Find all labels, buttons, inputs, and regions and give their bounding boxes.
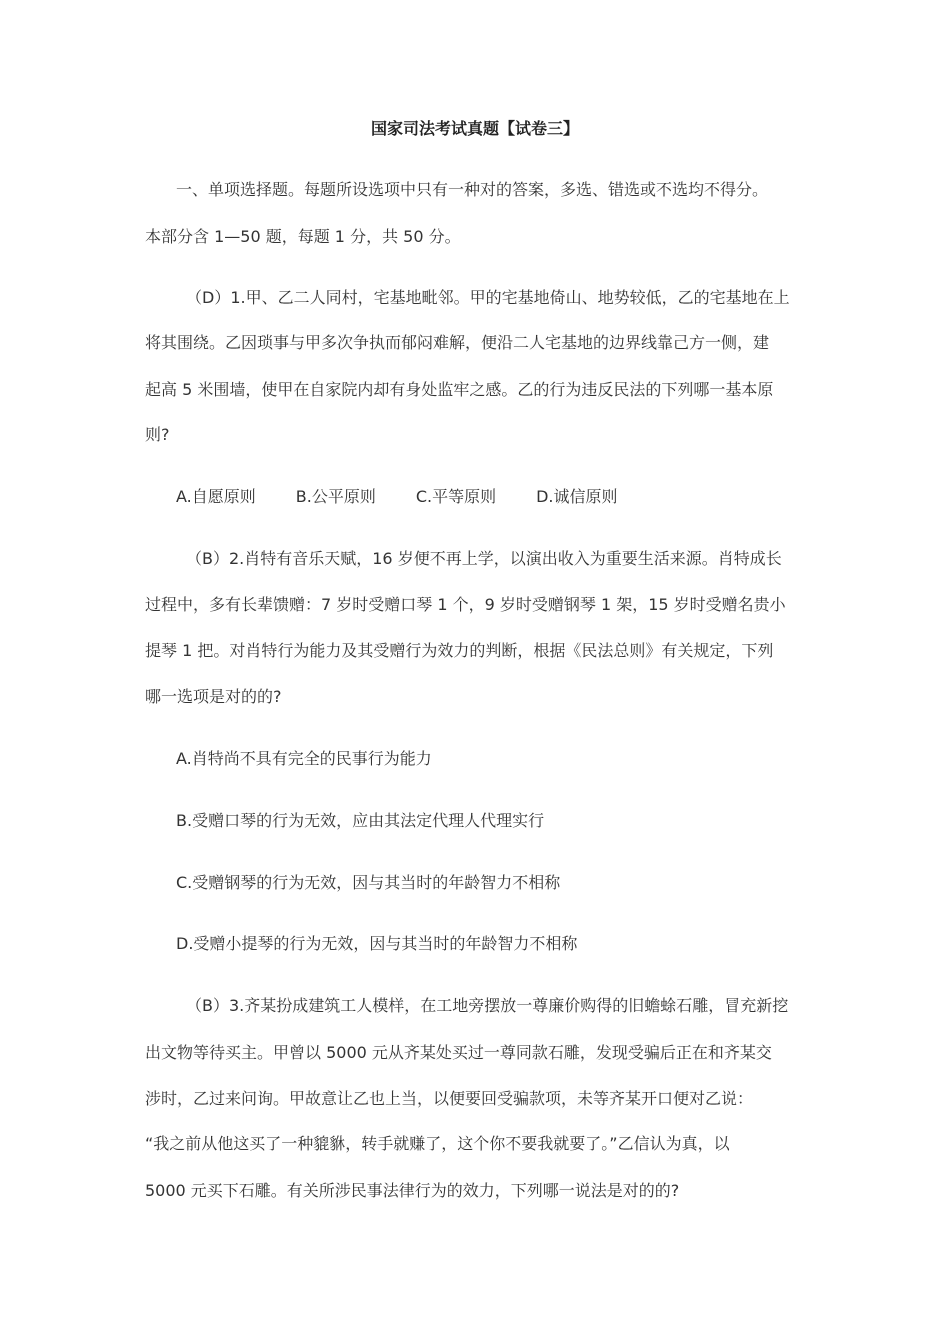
q3-line-4: “我之前从他这买了一种貔貅，转手就赚了，这个你不要我就要了。”乙信认为真，以 bbox=[145, 1134, 730, 1153]
document-title: 国家司法考试真题【试卷三】 bbox=[370, 119, 579, 138]
q1-option-d: D.诚信原则 bbox=[536, 487, 618, 506]
section-intro-line-2: 本部分含 1—50 题，每题 1 分，共 50 分。 bbox=[145, 227, 461, 246]
q1-line-1: （D）1.甲、乙二人同村，宅基地毗邻。甲的宅基地倚山、地势较低，乙的宅基地在上 bbox=[186, 288, 790, 307]
q2-option-b: B.受赠口琴的行为无效，应由其法定代理人代理实行 bbox=[176, 811, 545, 830]
q3-line-3: 涉时，乙过来问询。甲故意让乙也上当，以便要回受骗款项，未等齐某开口便对乙说： bbox=[145, 1089, 754, 1108]
q2-option-a: A.肖特尚不具有完全的民事行为能力 bbox=[176, 749, 432, 768]
q2-line-3: 提琴 1 把。对肖特行为能力及其受赠行为效力的判断，根据《民法总则》有关规定，下列 bbox=[145, 641, 774, 660]
q1-option-b: B.公平原则 bbox=[295, 487, 376, 506]
q3-line-2: 出文物等待买主。甲曾以 5000 元从齐某处买过一尊同款石雕，发现受骗后正在和齐某交 bbox=[145, 1043, 772, 1062]
q1-line-4: 则? bbox=[145, 425, 170, 444]
q2-line-1: （B）2.肖特有音乐天赋，16 岁便不再上学，以演出收入为重要生活来源。肖特成长 bbox=[186, 549, 782, 568]
q1-option-a: A.自愿原则 bbox=[176, 487, 256, 506]
q2-line-2: 过程中，多有长辈馈赠：7 岁时受赠口琴 1 个，9 岁时受赠钢琴 1 架，15 岁时受赠名贵小 bbox=[145, 595, 786, 614]
q2-option-d: D.受赠小提琴的行为无效，因与其当时的年龄智力不相称 bbox=[176, 934, 578, 953]
q1-option-c: C.平等原则 bbox=[415, 487, 497, 506]
q3-line-5: 5000 元买下石雕。有关所涉民事法律行为的效力，下列哪一说法是对的的? bbox=[145, 1181, 680, 1200]
q2-option-c: C.受赠钢琴的行为无效，因与其当时的年龄智力不相称 bbox=[176, 873, 561, 892]
q1-options bbox=[176, 486, 658, 508]
section-intro-line-1: 一、单项选择题。每题所设选项中只有一种对的答案，多选、错选或不选均不得分。 bbox=[176, 180, 769, 199]
q1-line-2: 将其围绕。乙因琐事与甲多次争执而郁闷难解，便沿二人宅基地的边界线靠己方一侧，建 bbox=[145, 333, 770, 352]
q2-line-4: 哪一选项是对的的? bbox=[145, 687, 282, 706]
q3-line-1: （B）3.齐某扮成建筑工人模样，在工地旁摆放一尊廉价购得的旧蟾蜍石雕，冒充新挖 bbox=[186, 996, 789, 1015]
q1-line-3: 起高 5 米围墙，使甲在自家院内却有身处监牢之感。乙的行为违反民法的下列哪一基本原 bbox=[145, 380, 774, 399]
